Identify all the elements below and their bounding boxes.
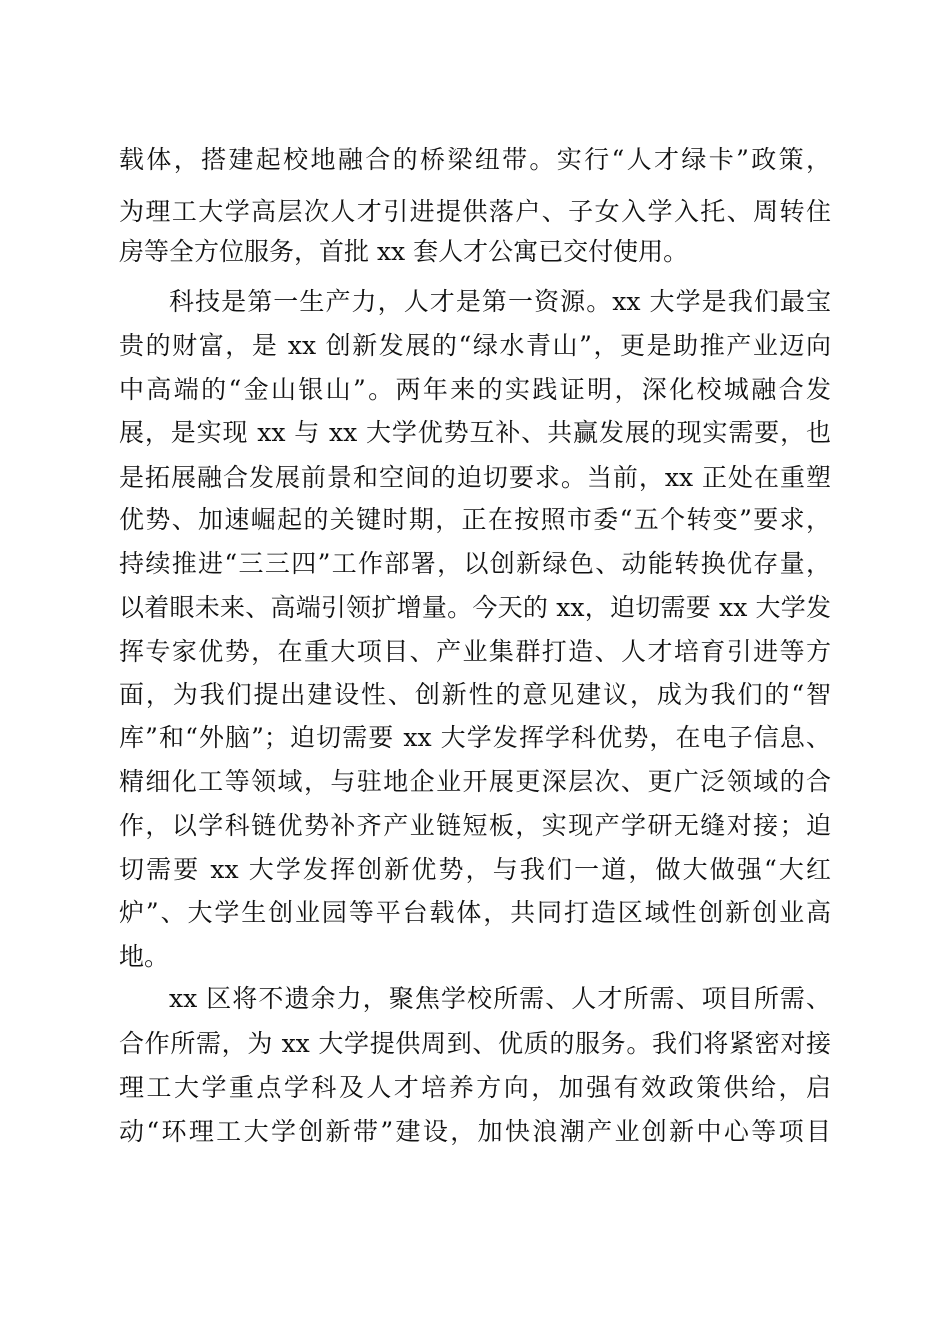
text-line: xx 区将不遗余力，聚焦学校所需、人才所需、项目所需、 <box>169 984 831 1013</box>
text-line: 挥专家优势，在重大项目、产业集群打造、人才培育引进等方 <box>119 637 831 666</box>
text-line: 科技是第一生产力，人才是第一资源。xx 大学是我们最宝 <box>169 287 831 316</box>
text-line: 精细化工等领域，与驻地企业开展更深层次、更广泛领域的合 <box>119 767 831 796</box>
text-line: 以着眼未来、高端引领扩增量。今天的 xx，迫切需要 xx 大学发 <box>119 593 831 622</box>
text-line: 理工大学重点学科及人才培养方向，加强有效政策供给，启 <box>119 1073 831 1102</box>
text-line: 持续推进“三三四”工作部署，以创新绿色、动能转换优存量， <box>119 549 831 578</box>
text-line: 是拓展融合发展前景和空间的迫切要求。当前，xx 正处在重塑 <box>119 463 831 492</box>
text-line: 炉”、大学生创业园等平台载体，共同打造区域性创新创业高 <box>119 898 831 927</box>
text-line: 动“环理工大学创新带”建设，加快浪潮产业创新中心等项目 <box>119 1117 831 1146</box>
text-line: 为理工大学高层次人才引进提供落户、子女入学入托、周转住 <box>119 197 831 226</box>
text-line: 作，以学科链优势补齐产业链短板，实现产学研无缝对接；迫 <box>119 811 831 840</box>
text-line: 载体，搭建起校地融合的桥梁纽带。实行“人才绿卡”政策， <box>119 145 831 174</box>
text-line: 展，是实现 xx 与 xx 大学优势互补、共赢发展的现实需要，也 <box>119 418 831 447</box>
text-line: 库”和“外脑”；迫切需要 xx 大学发挥学科优势，在电子信息、 <box>119 723 831 752</box>
text-line: 优势、加速崛起的关键时期，正在按照市委“五个转变”要求， <box>119 505 831 534</box>
text-line: 合作所需，为 xx 大学提供周到、优质的服务。我们将紧密对接 <box>119 1029 831 1058</box>
text-line: 中高端的“金山银山”。两年来的实践证明，深化校城融合发 <box>119 375 831 404</box>
text-line: 地。 <box>119 942 170 971</box>
text-line: 房等全方位服务，首批 xx 套人才公寓已交付使用。 <box>119 237 689 266</box>
text-line: 面，为我们提出建设性、创新性的意见建议，成为我们的“智 <box>119 680 831 709</box>
text-line: 切需要 xx 大学发挥创新优势，与我们一道，做大做强“大红 <box>119 855 831 884</box>
text-line: 贵的财富，是 xx 创新发展的“绿水青山”，更是助推产业迈向 <box>119 331 831 360</box>
